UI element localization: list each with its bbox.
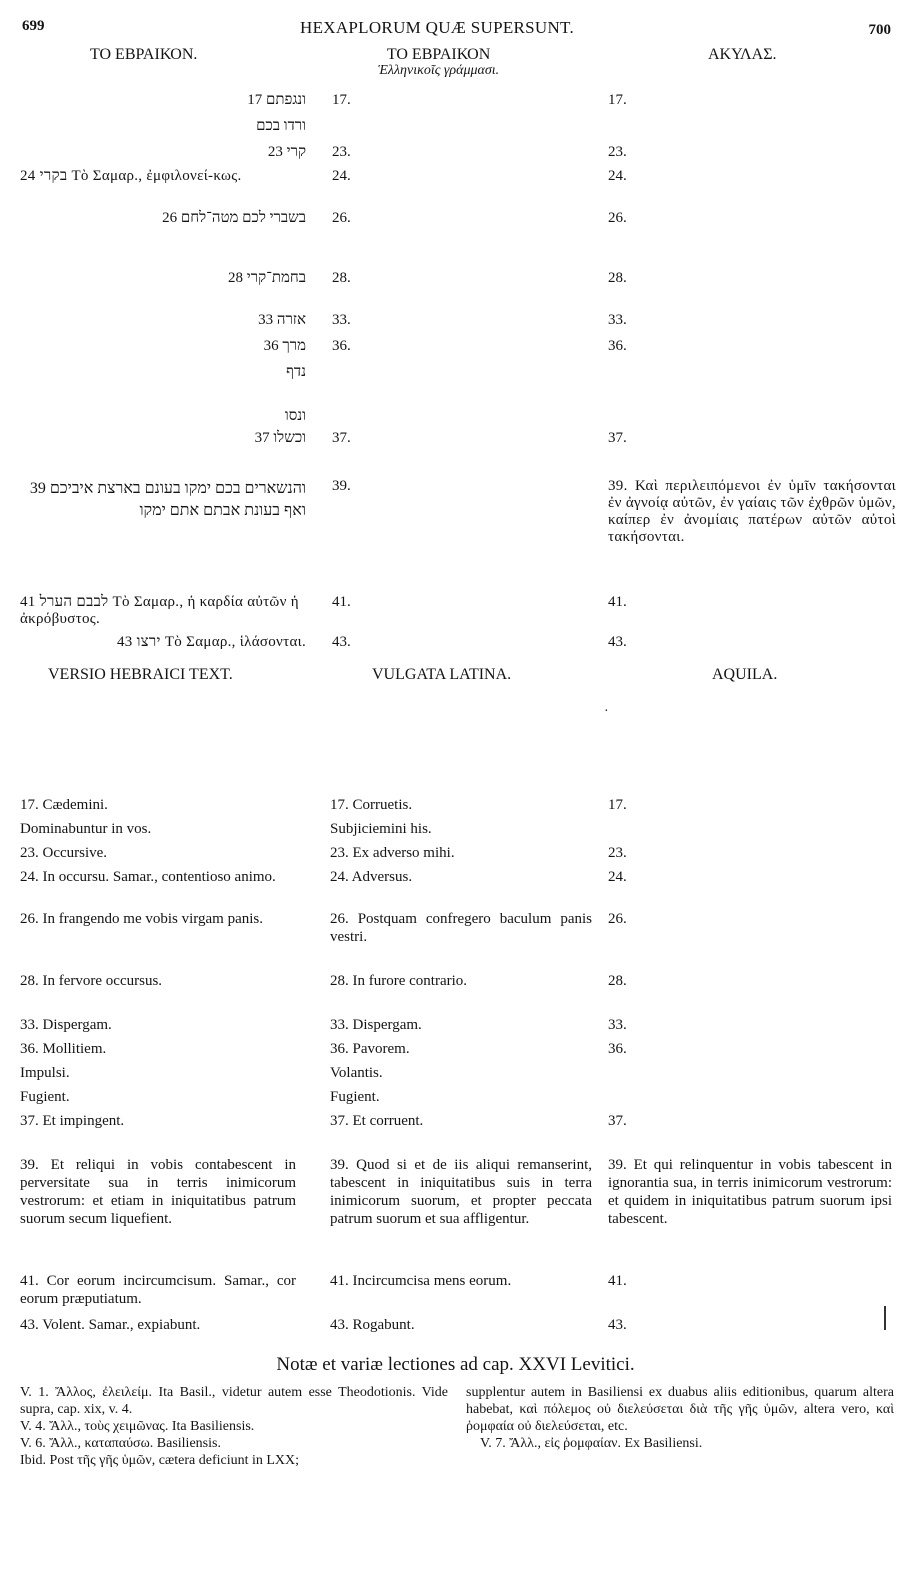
note-paragraph: V. 1. Ἄλλος, ἐλειλείμ. Ita Basil., videtur autem esse Theodotionis. Vide supra, cap. xix, v. 4. — [20, 1385, 448, 1417]
aquila-latin-passage: 39. Et qui relinquentur in vobis tabescent in ignorantia sua, in terris inimicorum vestrorum: et quidem in iniquitatibus patrum suorum ipsi tabescent. — [608, 1157, 892, 1227]
verse-number: 36. — [332, 338, 351, 354]
aquila-latin-line: 26. — [608, 911, 627, 927]
vulgata-line: 24. Adversus. — [330, 869, 413, 885]
note-paragraph: V. 6. Ἄλλ., καταπαύσω. Basiliensis. — [20, 1436, 221, 1451]
vulgata-passage: 39. Quod si et de iis aliqui remanserint, tabescent in iniquitatibus suis in terra inimicorum suorum, et propter peccata patrum suorum et sua affligentur. — [330, 1157, 592, 1227]
versio-line: Fugient. — [20, 1089, 70, 1105]
versio-line: 17. Cædemini. — [20, 797, 108, 813]
hebrew-line: 33 אזרה — [258, 312, 306, 328]
aquila-verse: 26. — [608, 210, 627, 226]
versio-line: Dominabuntur in vos. — [20, 821, 152, 837]
note-paragraph: V. 7. Ἄλλ., εἰς ῥομφαίαν. Ex Basiliensi. — [480, 1436, 703, 1451]
hebrew-line: ונסו — [284, 408, 306, 424]
hebrew-line: 26 בשברי לכם מטה־לחם — [162, 210, 306, 226]
column-header-versio: VERSIO HEBRAICI TEXT. — [48, 666, 233, 683]
vulgata-line: 43. Rogabunt. — [330, 1317, 415, 1333]
column-header-hebrew-greek-subtitle: Ἑλληνικοῖς γράμμασι. — [378, 63, 500, 78]
running-head — [0, 0, 911, 40]
verse-number: 43. — [332, 634, 351, 650]
vulgata-line: 41. Incircumcisa mens eorum. — [330, 1273, 512, 1289]
hebrew-line: 37 וכשלו — [254, 430, 306, 446]
aquila-verse: 17. — [608, 92, 627, 108]
versio-line: 41. Cor eorum incircumcisum. Samar., cor eorum præputiatum. — [20, 1273, 296, 1307]
aquila-latin-line: 37. — [608, 1113, 627, 1129]
hebrew-line: 43 ירצו Τὸ Σαμαρ., ἱλάσονται. — [116, 634, 306, 650]
hebrew-line: נדף — [286, 364, 306, 380]
aquila-verse: 43. — [608, 634, 627, 650]
hebrew-passage: 39 והנשארים בכם ימקו בעונם בארצת איביכם ואף בעונת אבתם אתם ימקו — [29, 480, 306, 519]
verse-number: 41. — [332, 594, 351, 610]
aquila-latin-line: 41. — [608, 1273, 627, 1289]
verse-number: 17. — [332, 92, 351, 108]
versio-line: Impulsi. — [20, 1065, 70, 1081]
hebrew-line: 17 ונגפתם — [247, 92, 306, 108]
running-title: HEXAPLORUM QUÆ SUPERSUNT. — [300, 18, 575, 37]
column-header-hebrew: ΤΟ ΕΒΡΑΙΚΟΝ. — [90, 46, 198, 63]
note-paragraph: Ibid. Post τῆς γῆς ὑμῶν, cætera deficiunt in LXX; — [20, 1453, 300, 1468]
vulgata-line: 26. Postquam confregero baculum panis vestri. — [330, 911, 592, 945]
hebrew-line: 28 בחמת־קרי — [228, 270, 306, 286]
column-header-hebrew-greek-title: ΤΟ ΕΒΡΑΙΚΟΝ — [386, 46, 491, 63]
vulgata-line: Subjiciemini his. — [330, 821, 432, 837]
page-number-left: 699 — [22, 18, 45, 34]
verse-number: 33. — [332, 312, 351, 328]
column-header-hebrew-greek — [378, 46, 499, 78]
verse-number: 23. — [332, 144, 351, 160]
versio-line: 43. Volent. Samar., expiabunt. — [20, 1317, 201, 1333]
column-header-vulgata: VULGATA LATINA. — [372, 666, 512, 683]
aquila-passage: 39. Καὶ περιλειπόμενοι ἐν ὑμῖν τακήσονται ἐν ἀγνοίᾳ αὐτῶν, ἐν γαίαις τῶν ἐχθρῶν ὑμῶν, καίπερ ἐν ἀνομίαις πατέρων αὐτῶν αὐτοὶ τακήσονται. — [608, 478, 896, 545]
verse-number: 26. — [332, 210, 351, 226]
versio-line: 26. In frangendo me vobis virgam panis. — [20, 911, 264, 927]
aquila-verse: 33. — [608, 312, 627, 328]
aquila-latin-line: 28. — [608, 973, 627, 989]
notes-right-column — [466, 1384, 894, 1452]
aquila-latin-line: 43. — [608, 1317, 627, 1333]
versio-line: 33. Dispergam. — [20, 1017, 112, 1033]
vulgata-line: 33. Dispergam. — [330, 1017, 422, 1033]
versio-line: 24. In occursu. Samar., contentioso animo. — [20, 869, 276, 885]
vulgata-line: 23. Ex adverso mihi. — [330, 845, 455, 861]
aquila-latin-line: 33. — [608, 1017, 627, 1033]
vulgata-line: 17. Corruetis. — [330, 797, 413, 813]
versio-line: 28. In fervore occursus. — [20, 973, 163, 989]
margin-rule — [884, 1306, 886, 1330]
vulgata-line: 36. Pavorem. — [330, 1041, 410, 1057]
verse-number: 37. — [332, 430, 351, 446]
column-header-aquila-latin: AQUILA. — [712, 666, 778, 683]
hebrew-line: 23 קרי — [267, 144, 306, 160]
aquila-latin-line: 17. — [608, 797, 627, 813]
aquila-verse: 28. — [608, 270, 627, 286]
verse-number: 39. — [332, 478, 351, 494]
hebrew-line: ורדו בכם — [256, 118, 306, 134]
verse-number: 28. — [332, 270, 351, 286]
versio-line: 23. Occursive. — [20, 845, 108, 861]
hebrew-line: 41 לבבם הערל Τὸ Σαμαρ., ἡ καρδία αὐτῶν ἡ ἀκρόβυστος. — [20, 594, 299, 627]
versio-line: 37. Et impingent. — [20, 1113, 125, 1129]
aquila-latin-line: 24. — [608, 869, 627, 885]
aquila-latin-line: 36. — [608, 1041, 627, 1057]
aquila-verse: 41. — [608, 594, 627, 610]
versio-passage: 39. Et reliqui in vobis contabescent in perversitate sua in terris inimicorum vestrorum: et etiam in iniquitatibus patrum suorum secum liquefient. — [20, 1157, 296, 1227]
notes-left-column — [20, 1384, 448, 1469]
hebrew-line: 36 מרך — [263, 338, 306, 354]
hebrew-line: 24 בקרי Τὸ Σαμαρ., ἐμφιλονεί-κως. — [20, 168, 242, 184]
column-header-aquila: ΑΚΥΛΑΣ. — [708, 46, 777, 63]
aquila-verse: 24. — [608, 168, 627, 184]
vulgata-line: 28. In furore contrario. — [330, 973, 468, 989]
aquila-verse: 23. — [608, 144, 627, 160]
notes-title: Notæ et variæ lectiones ad cap. XXVI Levitici. — [276, 1354, 635, 1375]
vulgata-line: 37. Et corruent. — [330, 1113, 424, 1129]
verse-number: 24. — [332, 168, 351, 184]
aquila-verse: 36. — [608, 338, 627, 354]
versio-line: 36. Mollitiem. — [20, 1041, 107, 1057]
vulgata-line: Volantis. — [330, 1065, 383, 1081]
note-paragraph: V. 4. Ἄλλ., τοὺς χειμῶνας. Ita Basiliensis. — [20, 1419, 255, 1434]
note-paragraph: supplentur autem in Basiliensi ex duabus aliis editionibus, quarum altera habebat, καὶ πόλεμος οὐ διελεύσεται διὰ τῆς γῆς ὑμῶν, altera vero, καὶ ῥομφαία οὐ διελεύσεται, etc. — [466, 1385, 894, 1434]
vulgata-line: Fugient. — [330, 1089, 380, 1105]
aquila-verse: 37. — [608, 430, 627, 446]
aquila-latin-line: 23. — [608, 845, 627, 861]
print-speck: · — [604, 704, 609, 719]
page-number-right: 700 — [868, 22, 891, 38]
